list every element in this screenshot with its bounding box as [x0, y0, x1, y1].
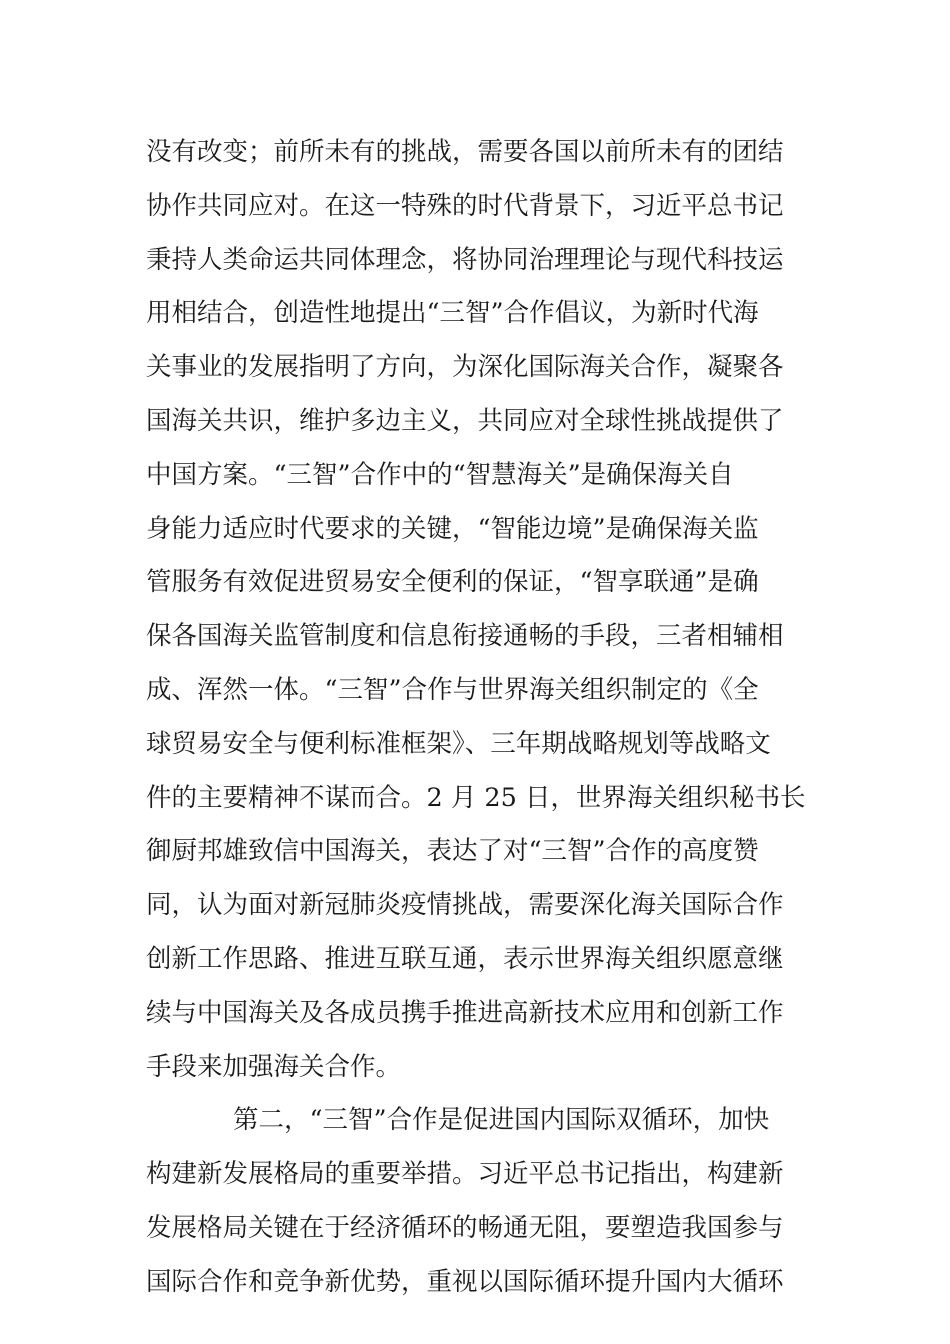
- text-line-indented: 第二，“三智”合作是促进国内国际双循环，加快: [233, 1105, 770, 1136]
- text-line: 用相结合，创造性地提出“三智”合作倡议，为新时代海: [146, 298, 759, 329]
- text-line: 关事业的发展指明了方向，为深化国际海关合作，凝聚各: [146, 352, 784, 383]
- text-line: 国际合作和竞争新优势，重视以国际循环提升国内大循环: [146, 1266, 784, 1297]
- text-line: 秉持人类命运共同体理念，将协同治理理论与现代科技运: [146, 244, 784, 275]
- paragraph-1: [146, 126, 816, 1094]
- body-text: [146, 126, 816, 1310]
- text-line: 手段来加强海关合作。: [146, 1051, 402, 1082]
- text-line: 发展格局关键在于经济循环的畅通无阻，要塑造我国参与: [146, 1212, 784, 1243]
- text-line: 成、浑然一体。“三智”合作与世界海关组织制定的《全: [146, 674, 759, 705]
- text-line: 保各国海关监管制度和信息衔接通畅的手段，三者相辅相: [146, 621, 784, 652]
- text-line: 没有改变；前所未有的挑战，需要各国以前所未有的团结: [146, 137, 784, 167]
- text-line: 续与中国海关及各成员携手推进高新技术应用和创新工作: [146, 997, 784, 1028]
- paragraph-2: [146, 1094, 816, 1309]
- text-line: 构建新发展格局的重要举措。习近平总书记指出，构建新: [146, 1159, 784, 1190]
- text-line: 国海关共识，维护多边主义，共同应对全球性挑战提供了: [146, 405, 784, 436]
- text-line: 同，认为面对新冠肺炎疫情挑战，需要深化海关国际合作: [146, 890, 784, 921]
- text-line: 创新工作思路、推进互联互通，表示世界海关组织愿意继: [146, 943, 784, 974]
- text-line: 管服务有效促进贸易安全便利的保证，“智享联通”是确: [146, 567, 759, 598]
- text-line: 件的主要精神不谋而合。2 月 25 日，世界海关组织秘书长: [146, 782, 806, 813]
- text-line: 身能力适应时代要求的关键，“智能边境”是确保海关监: [146, 513, 759, 544]
- text-line: 球贸易安全与便利标准框架》、三年期战略规划等战略文: [146, 728, 771, 759]
- text-line: 协作共同应对。在这一特殊的时代背景下，习近平总书记: [146, 190, 784, 221]
- text-line: 中国方案。“三智”合作中的“智慧海关”是确保海关自: [146, 459, 734, 490]
- text-line: 御厨邦雄致信中国海关，表达了对“三智”合作的高度赞: [146, 836, 759, 867]
